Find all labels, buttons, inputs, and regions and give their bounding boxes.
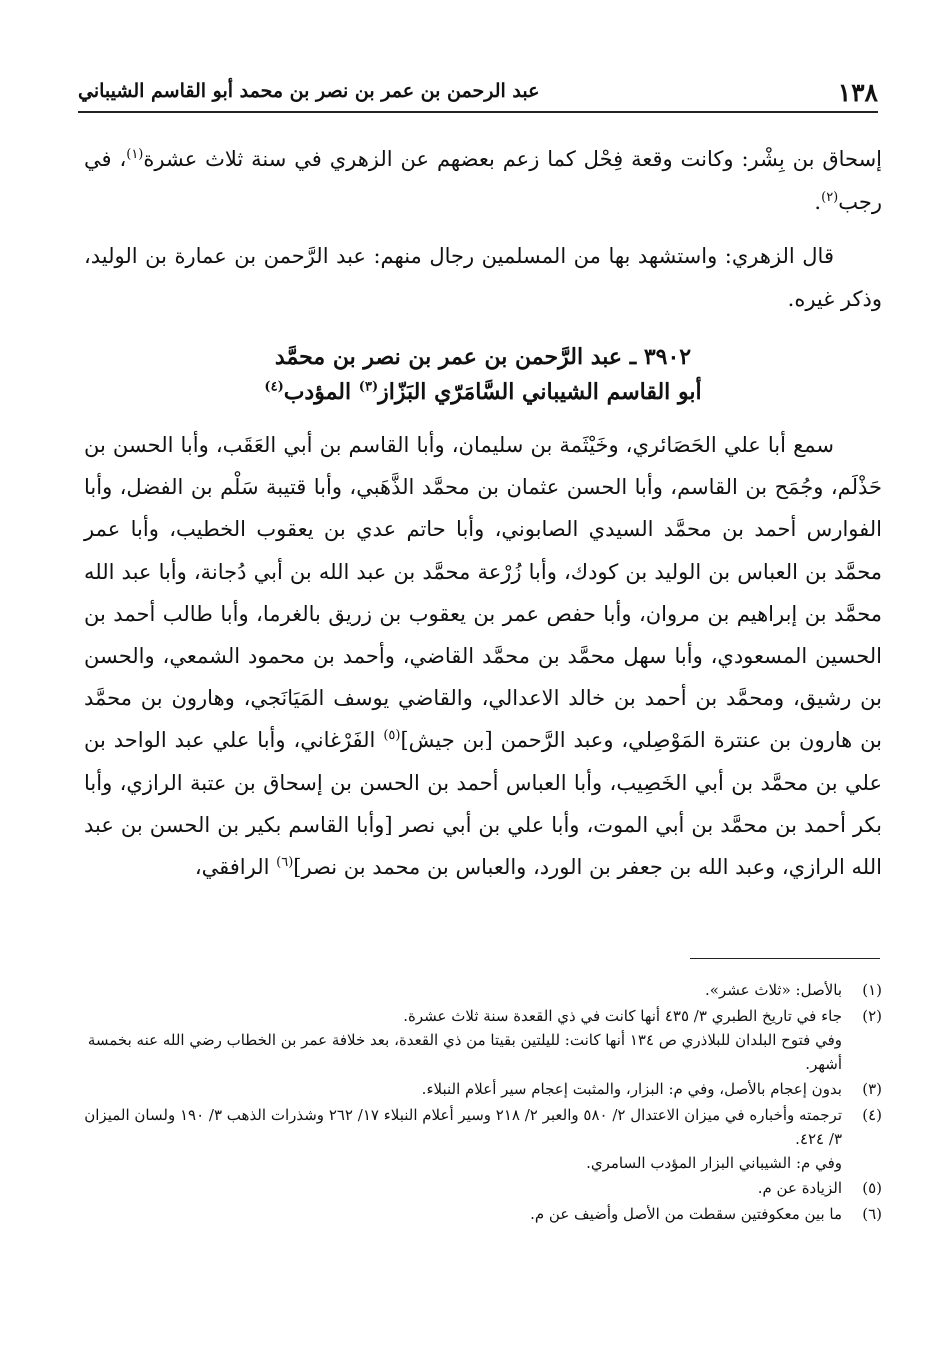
header-rule [78, 111, 878, 113]
page-header [78, 70, 878, 110]
footnote-ref-3: (٣) [358, 379, 379, 395]
footnote-ref-4: (٤) [264, 379, 284, 395]
footnote-number: (١) [862, 981, 882, 999]
footnote-number: (٢) [862, 1006, 882, 1025]
footnote-number: (٦) [862, 1204, 882, 1223]
footnote-text [84, 1103, 842, 1175]
intro-text-c: . [814, 189, 822, 214]
footnote-3 [84, 1077, 882, 1101]
footnote-4 [84, 1103, 882, 1175]
footnote-text [84, 1176, 842, 1200]
entry-body-text-c: الرافقي، [194, 855, 277, 880]
entry-heading-title: المؤدب [283, 379, 359, 405]
entry-heading-line-1: ٣٩٠٢ ـ عبد الرَّحمن بن عمر بن نصر بن محمَّد [274, 344, 692, 370]
entry-heading-line-2 [84, 375, 882, 410]
footnote-ref-6: (٦) [276, 855, 294, 871]
intro-paragraph-2: قال الزهري: واستشهد بها من المسلمين رجال منهم: عبد الرَّحمن بن عمارة بن الوليد، وذكر غيره. [84, 244, 882, 311]
entry-body [84, 424, 882, 888]
footnote-line: وفي فتوح البلدان للبلاذري ص ١٣٤ أنها كانت: لليلتين بقيتا من ذي القعدة، بعد خلافة عمر بن الخطاب رضي الله عنه بخمسة أشهر. [87, 1030, 842, 1073]
intro-paragraph-1 [84, 138, 882, 223]
footnote-2 [84, 1004, 882, 1076]
footnote-1 [84, 978, 882, 1002]
footnote-6 [84, 1202, 882, 1226]
footnote-text [84, 978, 842, 1002]
entry-heading [84, 340, 882, 410]
running-title: عبد الرحمن بن عمر بن نصر بن محمد أبو القاسم الشيباني [78, 80, 540, 102]
footnote-ref-5: (٥) [383, 728, 401, 744]
footnote-ref-1: (١) [126, 147, 144, 162]
footnote-line: بالأصل: «ثلاث عشر». [705, 981, 842, 999]
footnote-text [84, 1202, 842, 1226]
main-text [84, 138, 882, 888]
footnote-text [84, 1004, 842, 1076]
footnote-number: (٥) [862, 1179, 882, 1197]
footnote-separator [690, 958, 880, 959]
footnote-line: وفي م: الشيباني البزار المؤدب السامري. [586, 1153, 842, 1172]
intro-text-b: ، في رجب [84, 147, 882, 214]
footnote-line: ما بين معكوفتين سقطت من الأصل وأضيف عن م. [530, 1204, 842, 1223]
footnote-number: (٣) [862, 1080, 882, 1098]
footnote-5 [84, 1176, 882, 1200]
entry-body-text-a: سمع أبا علي الحَصَائري، وخَيْثَمة بن سليمان، وأبا القاسم بن أبي العَقَب، وأبا الحسن بن حَذْلَم، وجُمَح بن القاسم، وأبا الحسن عثمان بن محمَّد الذَّهَبي، وأبا قتيبة سَلْم بن الفضل، وأبا الفوارس أحمد بن محمَّد السيدي الصابوني، وأبا حاتم عدي بن يعقوب الخطيب، وأبا عمر محمَّد بن العباس بن الوليد بن كودك، وأبا زُرْعة محمَّد بن عبد الله بن أبي دُجانة، وأبا عبد الله محمَّد بن إبراهيم بن مروان، وأبا حفص عمر بن يعقوب بن زريق بالغرما، وأبا طالب أحمد بن الحسين المسعودي، وأبا سهل محمَّد بن محمَّد القاضي، وأحمد بن محمود الشمعي، والحسن بن رشيق، ومحمَّد بن أحمد بن خالد الاعدالي، والقاضي يوسف المَيَانَجي، وهارون بن محمَّد بن هارون بن عنترة المَوْصِلي، وعبد الرَّحمن [بن جيش] [84, 433, 882, 753]
footnote-text [84, 1077, 842, 1101]
page-number: ١٣٨ [837, 78, 878, 107]
footnote-ref-2: (٢) [821, 189, 839, 205]
intro-text-a: إسحاق بن بِشْر: وكانت وقعة فِحْل كما زعم بعضهم عن الزهري في سنة ثلاث عشرة [143, 147, 883, 171]
entry-body-text-b: الفَرْغاني، وأبا علي عبد الواحد بن علي بن محمَّد بن أبي الخَصِيب، وأبا العباس أحمد بن الحسن بن إسحاق بن عتبة الرازي، وأبا بكر أحمد بن محمَّد بن أبي الموت، وأبا علي بن أبي نصر [وأبا القاسم بكير بن الحسن بن عبد الله الرازي، وعبد الله بن جعفر بن الورد، والعباس بن محمد بن نصر] [84, 728, 882, 880]
footnotes [84, 978, 882, 1227]
footnote-line: جاء في تاريخ الطبري ٣/ ٤٣٥ أنها كانت في ذي القعدة سنة ثلاث عشرة. [403, 1006, 842, 1025]
entry-heading-name: أبو القاسم الشيباني السَّامَرّي البَزّاز [378, 379, 702, 405]
footnote-line: ترجمته وأخباره في ميزان الاعتدال ٢/ ٥٨٠ والعبر ٢/ ٢١٨ وسير أعلام النبلاء ١٧/ ٢٦٢ وشذرات الذهب ٣/ ١٩٠ ولسان الميزان ٣/ ٤٢٤. [84, 1105, 842, 1148]
footnote-line: الزيادة عن م. [757, 1179, 842, 1197]
footnote-line: بدون إعجام بالأصل، وفي م: البزار، والمثبت إعجام سير أعلام النبلاء. [421, 1080, 842, 1098]
footnote-number: (٤) [862, 1105, 882, 1124]
